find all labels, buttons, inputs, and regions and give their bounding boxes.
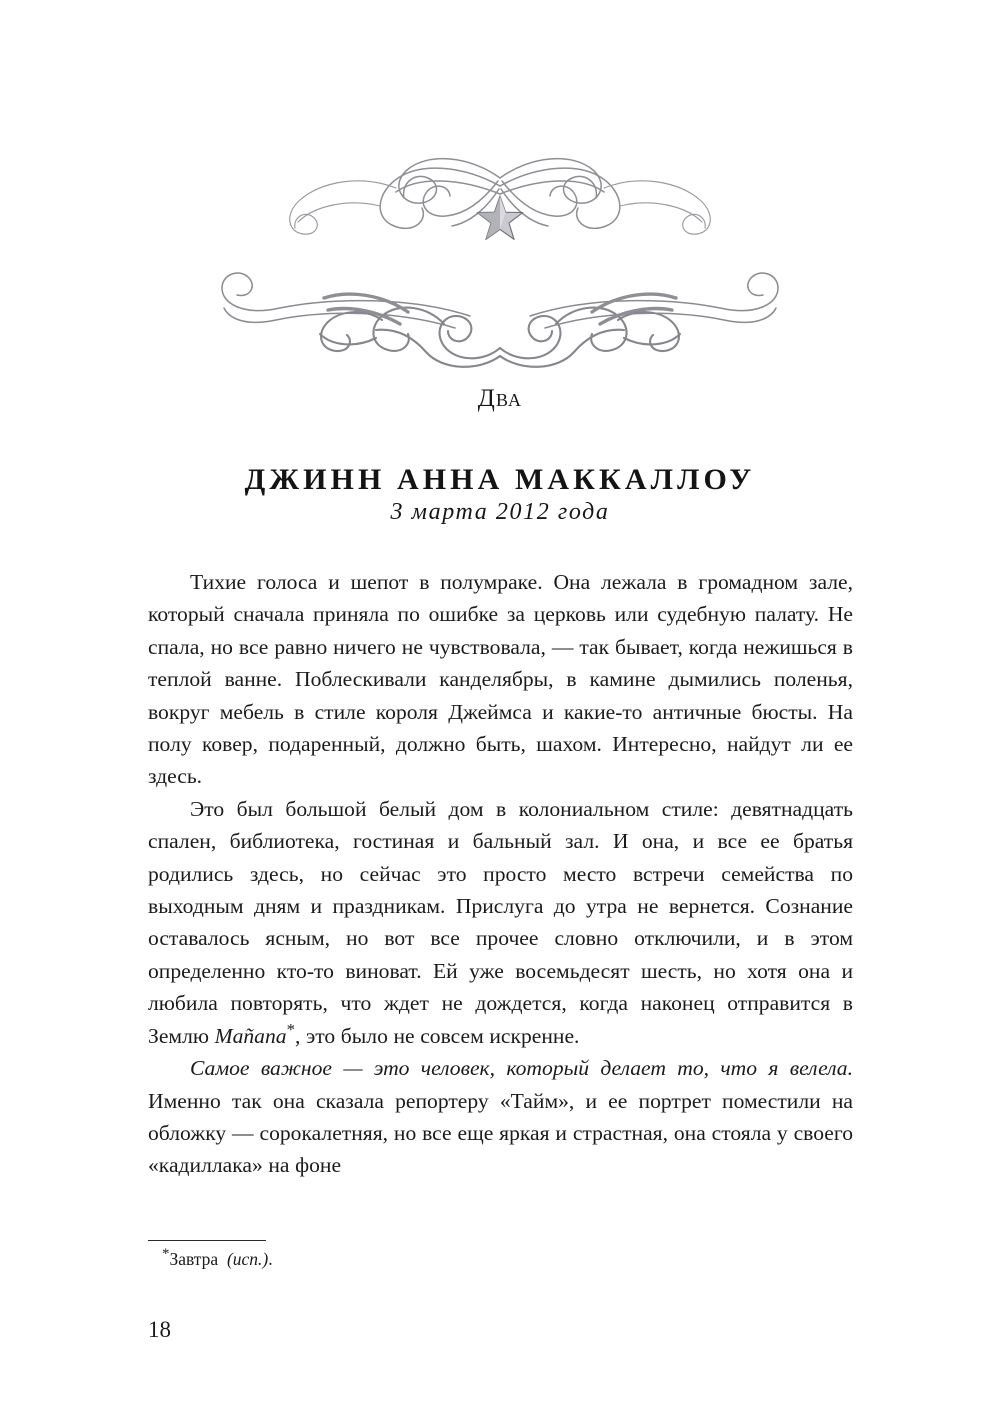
footnote-entry bbox=[148, 1247, 853, 1271]
body-text-column bbox=[148, 566, 853, 1182]
chapter-date: 3 марта 2012 года bbox=[390, 499, 610, 525]
paragraph-1-text: Тихие голоса и шепот в полумраке. Она лежала в громадном зале, который сначала приняла по ошибке за церковь или судебную палату. Не спала, но все равно ничего не чувствовала, — так бывает, когда нежишься в теплой ванне. Поблескивали канделябры, в камине дымились поленья, вокруг мебель в стиле короля Джеймса и какие-то античные бюсты. На полу ковер, подаренный, должно быть, шахом. Интересно, найдут ли ее здесь. bbox=[148, 570, 853, 789]
paragraph-2-italic-term: Mañana bbox=[214, 1023, 287, 1048]
paragraph-3-italic-lead: Самое важное — это человек, который делает то, что я велела. bbox=[190, 1056, 853, 1081]
paragraph-2 bbox=[148, 793, 853, 1052]
footnote-marker: * bbox=[162, 1246, 170, 1263]
footnote-reference-marker[interactable]: * bbox=[286, 1019, 295, 1039]
paragraph-1 bbox=[148, 566, 853, 793]
chapter-ornament bbox=[0, 148, 1000, 412]
paragraph-3 bbox=[148, 1052, 853, 1182]
footnote-separator-rule bbox=[148, 1240, 266, 1241]
star-icon bbox=[477, 196, 523, 239]
footnote-terminator: . bbox=[268, 1249, 273, 1269]
ornament-flourish-graphic bbox=[200, 148, 800, 373]
page-number: 18 bbox=[148, 1317, 171, 1342]
paragraph-2-text-before: Это был большой белый дом в колониальном стиле: девятнадцать спален, библиотека, гостиная и бальный зал. И она, и все ее братья родились здесь, но сейчас это просто место встречи семейства по выходным дням и праздникам. Прислуга до утра не вернется. Сознание оставалось ясным, но вот все прочее словно отключили, и в этом определенно кто-то виноват. Ей уже восемьдесят шесть, но хотя она и любила повторять, что ждет не дождется, когда наконец отправится в Землю bbox=[148, 796, 853, 1048]
footnote-translation: Завтра bbox=[169, 1249, 219, 1269]
chapter-number-word: Два bbox=[477, 385, 523, 412]
paragraph-3-text-after: Именно так она сказала репортеру «Тайм», и ее портрет поместили на обложку — сорокалетняя, но все еще яркая и страстная, она стояла у своего «кадиллака» на фоне bbox=[148, 1088, 853, 1178]
chapter-title: ДЖИНН АННА МАККАЛЛОУ bbox=[244, 463, 756, 497]
footnote-language-source: (исп.) bbox=[226, 1249, 269, 1269]
paragraph-2-text-after: , это было не совсем искренне. bbox=[294, 1023, 580, 1048]
footnote-block bbox=[148, 1240, 853, 1271]
